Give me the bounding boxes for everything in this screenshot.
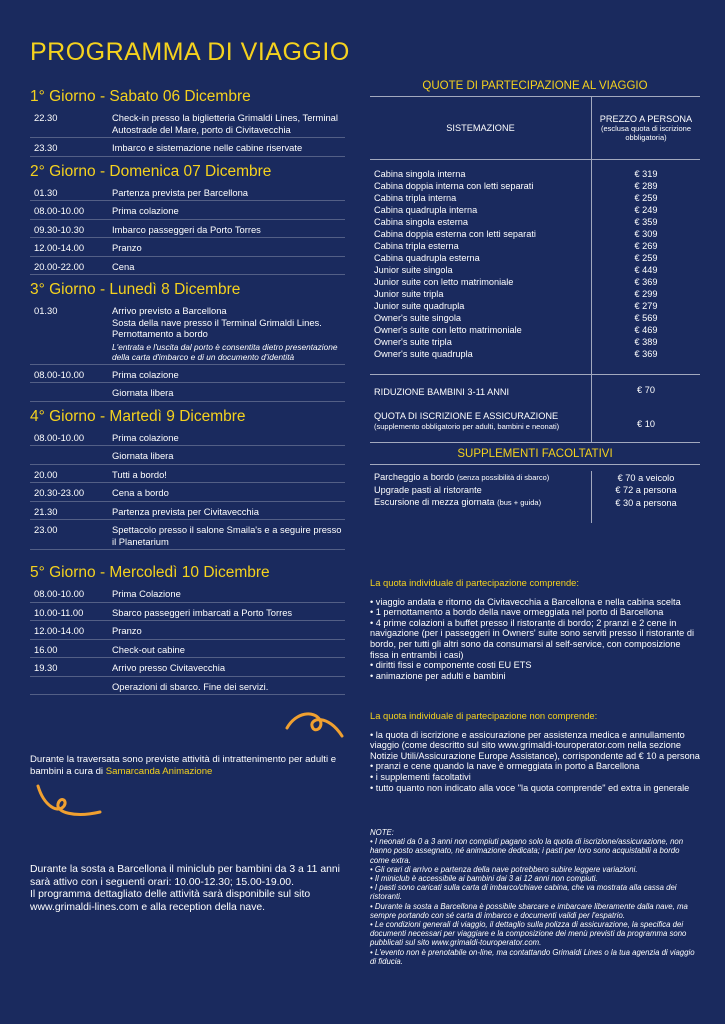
list-item: • 4 prime colazioni a buffet presso il ristorante di bordo; 2 pranzi e 2 cene in navigazione (per i passeggeri in Owners' suite sono serviti presso il ristorante di bordo, per tutti gli altri sono da consumarsi al self-service, con composizione fissa in entrambi i casi) bbox=[370, 617, 694, 660]
day-3 bbox=[30, 281, 345, 402]
day-4 bbox=[30, 408, 345, 551]
itinerary bbox=[30, 82, 345, 699]
list-item: 08.00-10.00 Prima Colazione bbox=[30, 588, 345, 603]
list-item: • viaggio andata e ritorno da Civitavecchia a Barcellona e nella cabina scelta bbox=[370, 596, 681, 607]
row-note: L'entrata e l'uscita dal porto è consentita dietro presentazione della carta d'imbarco e di un documento d'identità bbox=[112, 341, 338, 362]
table-row bbox=[370, 324, 700, 336]
cabin-name: Cabina singola interna bbox=[374, 169, 466, 179]
list-item: 20.00-22.00 Cena bbox=[30, 261, 345, 276]
row-desc: Arrivo previsto a Barcellona Sosta della nave presso il Terminal Grimaldi Lines. Pernottamento a bordo bbox=[112, 305, 322, 339]
price-table bbox=[370, 96, 700, 442]
list-item: • diritti fissi e componente costi EU ETS bbox=[370, 660, 532, 671]
cabin-name: Cabina quadrupla interna bbox=[374, 205, 478, 215]
cabin-price: € 569 bbox=[592, 312, 701, 324]
list-item: • animazione per adulti e bambini bbox=[370, 670, 506, 681]
cabin-price: € 449 bbox=[592, 264, 701, 276]
comprende-title: La quota individuale di partecipazione comprende: bbox=[370, 577, 579, 588]
table-row bbox=[370, 180, 700, 192]
cabin-name: Junior suite quadrupla bbox=[374, 301, 465, 311]
list-item: • I pasti sono caricati sulla carta di imbarco/chiave cabina, che va mostrata alla cassa dei ristoranti. bbox=[370, 883, 677, 902]
table-row bbox=[370, 375, 700, 406]
table-row bbox=[370, 276, 700, 288]
day-title: 1° Giorno - Sabato 06 Dicembre bbox=[30, 88, 251, 105]
table-row bbox=[370, 348, 700, 360]
list-item: 08.00-10.00 Prima colazione bbox=[30, 432, 345, 447]
day-title: 2° Giorno - Domenica 07 Dicembre bbox=[30, 162, 272, 180]
table-row bbox=[370, 264, 700, 276]
riduzione-price: € 70 bbox=[592, 375, 701, 406]
iscrizione-label: QUOTA DI ISCRIZIONE E ASSICURAZIONE bbox=[374, 411, 559, 421]
notes-section bbox=[370, 828, 700, 966]
list-item: Giornata libera bbox=[30, 387, 345, 402]
list-item: 08.00-10.00 Prima colazione bbox=[30, 205, 345, 220]
animazione-text: Durante la traversata sono previste attività di intrattenimento per adulti e bambini a cura di Samarcanda Animazione bbox=[30, 754, 337, 777]
cabin-price: € 359 bbox=[592, 216, 701, 228]
list-item: • i supplementi facoltativi bbox=[370, 771, 471, 782]
day-2 bbox=[30, 163, 345, 276]
list-item: 23.00 Spettacolo presso il salone Smaila's e a seguire presso il Planetarium bbox=[30, 524, 345, 550]
list-item: 20.30-23.00 Cena a bordo bbox=[30, 487, 345, 502]
list-item: 16.00 Check-out cabine bbox=[30, 644, 345, 659]
col-sistemazione: SISTEMAZIONE bbox=[370, 97, 592, 160]
table-row bbox=[370, 192, 700, 204]
quotes-section bbox=[370, 80, 700, 523]
list-item: • Durante la sosta a Barcellona è possibile sbarcare e imbarcare liberamente dalla nave, ma sempre portando con sé carta di imbarco e documenti validi per l'espatrio. bbox=[370, 901, 688, 920]
list-item: 12.00-14.00 Pranzo bbox=[30, 625, 345, 640]
day-1 bbox=[30, 88, 345, 157]
cabin-name: Owner's suite singola bbox=[374, 313, 462, 323]
cabin-price: € 369 bbox=[592, 348, 701, 360]
cabin-price: € 389 bbox=[592, 336, 701, 348]
comprende-section bbox=[370, 578, 700, 681]
table-row bbox=[370, 252, 700, 264]
table-row: Upgrade pasti al ristorante € 72 a persona bbox=[370, 484, 700, 496]
cabin-name: Junior suite con letto matrimoniale bbox=[374, 277, 514, 287]
list-item: 23.30 Imbarco e sistemazione nelle cabine riservate bbox=[30, 142, 345, 157]
cabin-price: € 259 bbox=[592, 252, 701, 264]
non-comprende-section bbox=[370, 711, 700, 793]
iscrizione-price: € 10 bbox=[592, 405, 701, 442]
list-item: • Le condizioni generali di viaggio, il dettaglio sulla polizza di assicurazione, la specifica dei documenti necessari per viaggiare e la composizione dei menù previsti da programma sono pubblicati sul sito www.grimaldi-touroperator.com. bbox=[370, 920, 687, 948]
cabin-price: € 289 bbox=[592, 180, 701, 192]
table-row bbox=[370, 228, 700, 240]
list-item: • tutto quanto non indicato alla voce "la quota comprende" ed extra in generale bbox=[370, 782, 690, 793]
list-item: • la quota di iscrizione e assicurazione per assistenza medica e annullamento viaggio (come descritto sul sito www.grimaldi-touroperator.com nella sezione Notizie Utili/Assicurazione Europe Assistance), corrispondente ad € 10 a persona bbox=[370, 729, 700, 761]
table-row: Parcheggio a bordo (senza possibilità di sbarco) € 70 a veicolo bbox=[370, 471, 700, 484]
riduzione-label: RIDUZIONE BAMBINI 3-11 ANNI bbox=[370, 375, 592, 406]
cabin-price: € 319 bbox=[592, 168, 701, 180]
list-item: 22.30 Check-in presso la biglietteria Grimaldi Lines, Terminal Autostrade del Mare, porto di Civitavecchia bbox=[30, 112, 345, 138]
list-item: 08.00-10.00 Prima colazione bbox=[30, 369, 345, 384]
cabin-name: Junior suite tripla bbox=[374, 289, 444, 299]
supplementi-table bbox=[370, 471, 700, 523]
list-item: 19.30 Arrivo presso Civitavecchia bbox=[30, 662, 345, 677]
cabin-name: Cabina singola esterna bbox=[374, 217, 468, 227]
day-5 bbox=[30, 564, 345, 695]
quotes-title: QUOTE DI PARTECIPAZIONE AL VIAGGIO bbox=[422, 80, 648, 92]
list-item: • I neonati da 0 a 3 anni non compiuti pagano solo la quota di iscrizione/assicurazione, non hanno posto assegnato, né animazione dedicata; i pasti per loro sono acquistabili a bordo come extra. bbox=[370, 837, 684, 865]
list-item: 21.30 Partenza prevista per Civitavecchia bbox=[30, 506, 345, 521]
col-prezzo: PREZZO A PERSONA bbox=[599, 114, 693, 124]
table-row bbox=[370, 405, 700, 442]
supplementi-title: SUPPLEMENTI FACOLTATIVI bbox=[370, 442, 700, 465]
table-row bbox=[370, 216, 700, 228]
list-item: • Gli orari di arrivo e partenza della nave potrebbero subire leggere variazioni. bbox=[370, 864, 638, 874]
miniclub-text: Durante la sosta a Barcellona il miniclub per bambini da 3 a 11 anni sarà attivo con i seguenti orari: 10.00-12.30; 15.00-19.00. Il programma dettagliato delle attività sarà disponibile sul sito www.grimaldi-lines.com e alla reception della nave. bbox=[30, 864, 340, 913]
list-item: • pranzi e cene quando la nave è ormeggiata in porto a Barcellona bbox=[370, 761, 640, 772]
table-row bbox=[370, 312, 700, 324]
table-row bbox=[370, 336, 700, 348]
cabin-price: € 269 bbox=[592, 240, 701, 252]
cabin-price: € 469 bbox=[592, 324, 701, 336]
table-row: Escursione di mezza giornata (bus + guida) € 30 a persona bbox=[370, 496, 700, 523]
cabin-name: Cabina quadrupla esterna bbox=[374, 253, 480, 263]
cabin-name: Junior suite singola bbox=[374, 265, 453, 275]
day-title: 4° Giorno - Martedì 9 Dicembre bbox=[30, 407, 246, 425]
table-row bbox=[370, 204, 700, 216]
table-row bbox=[370, 288, 700, 300]
list-item: 20.00 Tutti a bordo! bbox=[30, 469, 345, 484]
animazione-highlight: Samarcanda Animazione bbox=[105, 766, 213, 777]
list-item: 09.30-10.30 Imbarco passeggeri da Porto Torres bbox=[30, 224, 345, 239]
cabin-name: Cabina doppia interna con letti separati bbox=[374, 181, 534, 191]
cabin-name: Cabina doppia esterna con letti separati bbox=[374, 229, 536, 239]
swirl-decoration-top bbox=[284, 706, 346, 746]
list-item: 12.00-14.00 Pranzo bbox=[30, 242, 345, 257]
iscrizione-sub: (supplemento obbligatorio per adulti, bambini e neonati) bbox=[374, 422, 560, 431]
cabin-name: Owner's suite tripla bbox=[374, 337, 452, 347]
table-header bbox=[370, 97, 700, 160]
list-item: Operazioni di sbarco. Fine dei servizi. bbox=[30, 681, 345, 696]
day-title: 5° Giorno - Mercoledì 10 Dicembre bbox=[30, 564, 270, 581]
cabin-name: Owner's suite con letto matrimoniale bbox=[374, 325, 522, 335]
table-row bbox=[370, 300, 700, 312]
cabin-name: Cabina tripla esterna bbox=[374, 241, 459, 251]
table-row bbox=[370, 168, 700, 180]
list-item: 01.30 Arrivo previsto a Barcellona Sosta della nave presso il Terminal Grimaldi Lines. Pernottamento a bordo L'entrata e l'uscita dal porto è consentita dietro presentazione della carta d'imbarco e di un documento d'identità bbox=[30, 305, 345, 365]
list-item: 01.30 Partenza prevista per Barcellona bbox=[30, 187, 345, 202]
cabin-price: € 369 bbox=[592, 276, 701, 288]
cabin-price: € 309 bbox=[592, 228, 701, 240]
col-prezzo-sub: (esclusa quota di iscrizione obbligatoria) bbox=[600, 124, 692, 142]
page-title: PROGRAMMA DI VIAGGIO bbox=[30, 38, 350, 66]
list-item: • 1 pernottamento a bordo della nave ormeggiata nel porto di Barcellona bbox=[370, 607, 664, 618]
cabin-name: Owner's suite quadrupla bbox=[374, 349, 473, 359]
list-item: • L'evento non è prenotabile on-line, ma contattando Grimaldi Lines o la tua agenzia di viaggio di fiducia. bbox=[370, 947, 695, 966]
cabin-price: € 279 bbox=[592, 300, 701, 312]
cabin-price: € 299 bbox=[592, 288, 701, 300]
cabin-name: Cabina tripla interna bbox=[374, 193, 457, 203]
list-item: Giornata libera bbox=[30, 450, 345, 465]
table-row bbox=[370, 240, 700, 252]
list-item: • Il miniclub è accessibile ai bambini dai 3 ai 12 anni non compiuti. bbox=[370, 874, 598, 884]
cabin-price: € 259 bbox=[592, 192, 701, 204]
list-item: 10.00-11.00 Sbarco passeggeri imbarcati a Porto Torres bbox=[30, 607, 345, 622]
cabin-price: € 249 bbox=[592, 204, 701, 216]
day-title: 3° Giorno - Lunedì 8 Dicembre bbox=[30, 281, 241, 298]
notes-title: NOTE: bbox=[370, 828, 394, 837]
swirl-decoration-bottom bbox=[34, 782, 104, 822]
non-comprende-title: La quota individuale di partecipazione non comprende: bbox=[370, 710, 598, 721]
